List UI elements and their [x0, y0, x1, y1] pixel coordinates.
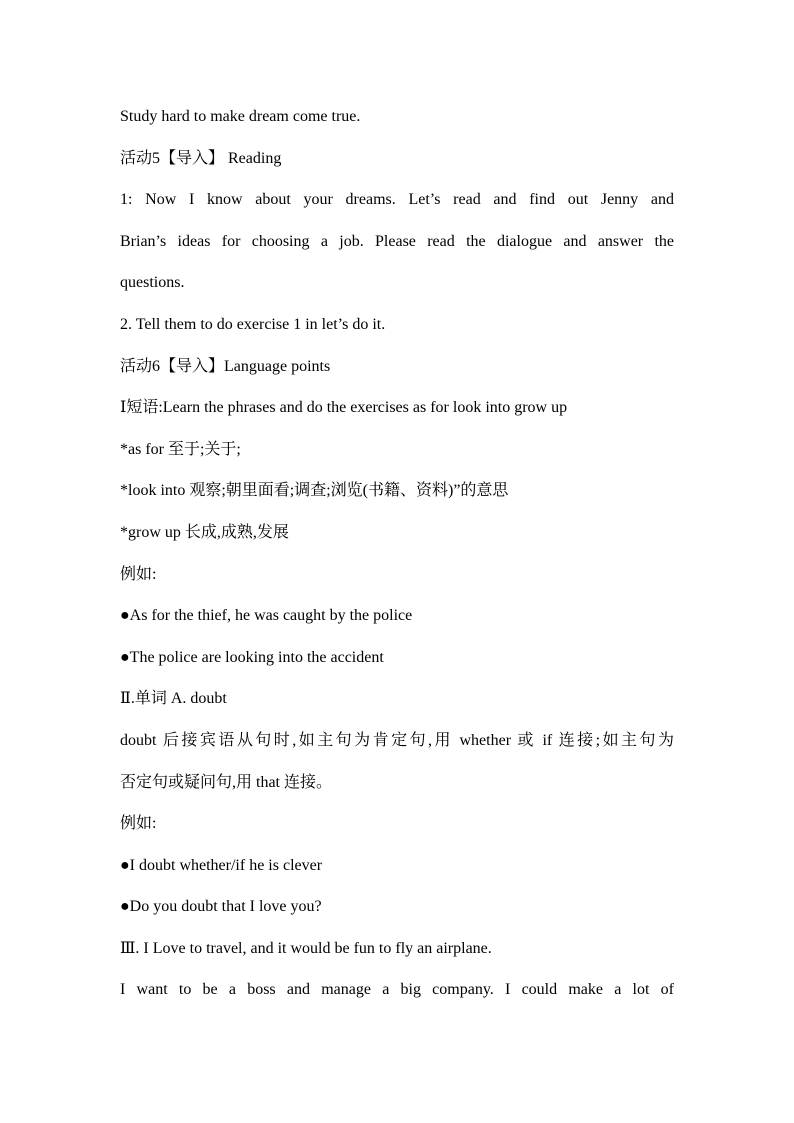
- activity-5-heading: 活动5【导入】 Reading: [120, 149, 282, 167]
- text-line-boss: I want to be a boss and manage a big company. I could make a lot of: [120, 981, 674, 999]
- text-line-reading-3: questions.: [120, 274, 185, 292]
- phrases-heading: Ⅰ短语:Learn the phrases and do the exercises as for look into grow up: [120, 399, 568, 417]
- section-3-heading: Ⅲ. I Love to travel, and it would be fun to fly an airplane.: [120, 939, 492, 957]
- text-line-reading-2: Brian’s ideas for choosing a job. Please read the dialogue and answer the: [120, 232, 674, 250]
- text-line-exercise: 2. Tell them to do exercise 1 in let’s do it.: [120, 315, 386, 333]
- example-sentence: ●Do you doubt that I love you?: [120, 898, 322, 916]
- example-label: 例如:: [120, 815, 157, 833]
- phrase-grow-up: *grow up 长成,成熟,发展: [120, 523, 289, 541]
- doubt-rule-line-1: doubt 后接宾语从句时,如主句为肯定句,用 whether 或 if 连接;如主句为: [120, 731, 674, 749]
- example-sentence: ●As for the thief, he was caught by the police: [120, 607, 413, 625]
- text-line-summary: Study hard to make dream come true.: [120, 108, 361, 125]
- example-label: 例如:: [120, 565, 157, 583]
- phrase-look-into: *look into 观察;朝里面看;调查;浏览(书籍、资料)”的意思: [120, 482, 509, 500]
- example-sentence: ●I doubt whether/if he is clever: [120, 856, 323, 874]
- phrase-as-for: *as for 至于;关于;: [120, 440, 241, 458]
- word-heading: Ⅱ.单词 A. doubt: [120, 690, 227, 708]
- example-sentence: ●The police are looking into the accident: [120, 648, 384, 666]
- text-line-reading-1: 1: Now I know about your dreams. Let’s read and find out Jenny and: [120, 191, 674, 209]
- activity-6-heading: 活动6【导入】Language points: [120, 357, 331, 375]
- document-body: [120, 96, 674, 1011]
- doubt-rule-line-2: 否定句或疑问句,用 that 连接。: [120, 773, 332, 791]
